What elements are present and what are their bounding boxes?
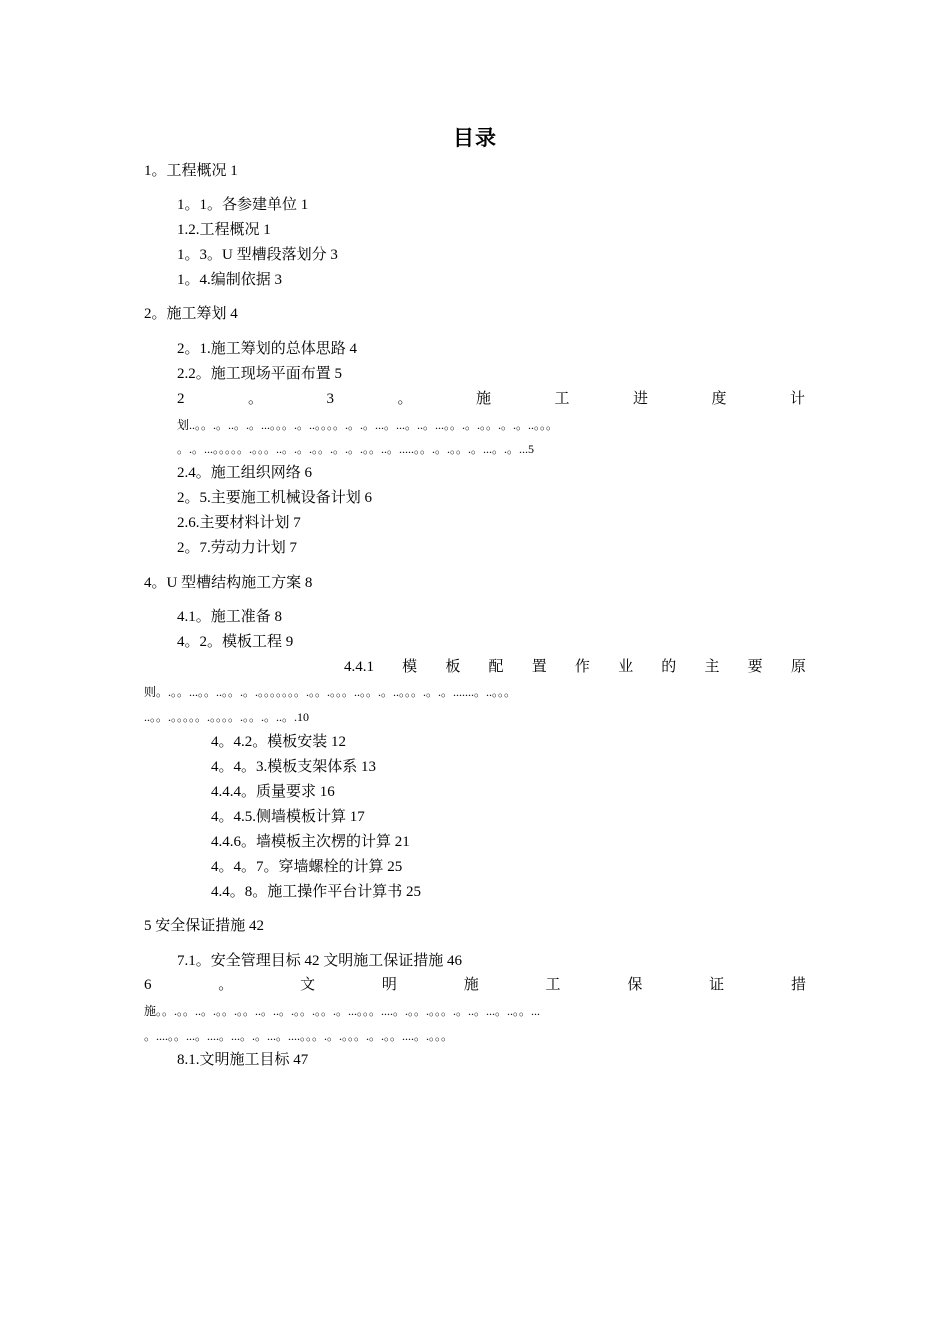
toc-entry-4-4-8[interactable]: 4.4。8。施工操作平台计算书 25	[211, 884, 422, 900]
toc-entry-4-4-3[interactable]: 4。4。3.模板支架体系 13	[211, 759, 377, 775]
toc-entry-2[interactable]: 2。施工筹划 4	[144, 306, 238, 322]
toc-word: 板	[445, 659, 461, 675]
toc-word: 施	[475, 391, 491, 407]
toc-word: 2	[177, 391, 185, 407]
page-title: 目录	[453, 126, 497, 150]
toc-entry-2-1[interactable]: 2。1.施工筹划的总体思路 4	[177, 341, 358, 357]
toc-entry-2-4[interactable]: 2.4。施工组织网络 6	[177, 465, 313, 481]
toc-entry-2-5[interactable]: 2。5.主要施工机械设备计划 6	[177, 490, 373, 506]
toc-word: 工	[545, 977, 561, 993]
toc-word: 。	[397, 391, 413, 407]
toc-word: 文	[300, 977, 316, 993]
toc-word: 作	[574, 659, 590, 675]
toc-entry-4[interactable]: 4。U 型槽结构施工方案 8	[144, 575, 313, 591]
toc-word: 施	[463, 977, 479, 993]
toc-entry-4-4-5[interactable]: 4。4.5.侧墙模板计算 17	[211, 809, 365, 825]
toc-entry-4-2[interactable]: 4。2。模板工程 9	[177, 634, 294, 650]
toc-word: 计	[789, 391, 805, 407]
toc-word: 模	[402, 659, 418, 675]
toc-entry-4-4-1[interactable]	[344, 658, 806, 676]
toc-dot-leader: 。.。...。。。。。.。。。..。.。.。。.。.。.。。..。.....。。.。.。。.。...。.。...5	[177, 442, 535, 456]
toc-dot-leader: 则。.。。...。。..。。.。.。。。。。。。.。。.。。。..。。.。..。。。.。.。.......。..。。。	[144, 685, 517, 699]
toc-word: 。	[247, 391, 263, 407]
toc-word: 主	[704, 659, 720, 675]
toc-word: 要	[747, 659, 763, 675]
toc-entry-4-4-4[interactable]: 4.4.4。质量要求 16	[211, 784, 335, 800]
toc-word: 明	[381, 977, 397, 993]
toc-word: 进	[632, 391, 648, 407]
toc-word: 工	[554, 391, 570, 407]
toc-word: 原	[790, 659, 806, 675]
toc-entry-2-6[interactable]: 2.6.主要材料计划 7	[177, 515, 301, 531]
toc-entry-1[interactable]: 1。工程概况 1	[144, 163, 238, 179]
toc-entry-7-1[interactable]: 7.1。安全管理目标 42 文明施工保证措施 46	[177, 953, 463, 969]
toc-word: 3	[326, 391, 334, 407]
toc-entry-4-4-2[interactable]: 4。4.2。模板安装 12	[211, 734, 347, 750]
toc-entry-1-3[interactable]: 1。3。U 型槽段落划分 3	[177, 247, 338, 263]
toc-entry-4-4-6[interactable]: 4.4.6。墙模板主次楞的计算 21	[211, 834, 410, 850]
toc-word: 6	[144, 977, 152, 993]
toc-dot-leader: 划..。。.。..。.。...。。。.。..。。。。.。.。...。...。..。...。。.。.。。.。.。..。。。	[177, 418, 559, 432]
toc-entry-4-4-7[interactable]: 4。4。7。穿墙螺栓的计算 25	[211, 859, 403, 875]
toc-entry-2-3[interactable]	[177, 390, 805, 408]
toc-entry-1-1[interactable]: 1。1。各参建单位 1	[177, 197, 309, 213]
toc-word: 的	[661, 659, 677, 675]
toc-word: 配	[488, 659, 504, 675]
toc-word: 业	[618, 659, 634, 675]
toc-entry-2-7[interactable]: 2。7.劳动力计划 7	[177, 540, 298, 556]
toc-entry-8-1[interactable]: 8.1.文明施工目标 47	[177, 1052, 309, 1068]
toc-dot-leader: 。....。。...。....。...。.。...。....。。。.。.。。。.。.。。....。.。。。	[144, 1029, 454, 1043]
toc-dot-leader: 施。。.。。..。.。。.。。..。..。.。。.。。.。...。。。....。.。。.。。。.。..。...。..。。...	[144, 1004, 541, 1018]
toc-word: 4.4.1	[344, 659, 374, 675]
toc-entry-6[interactable]	[144, 976, 806, 994]
toc-entry-1-2[interactable]: 1.2.工程概况 1	[177, 222, 271, 238]
toc-word: 。	[218, 977, 234, 993]
toc-word: 措	[790, 977, 806, 993]
toc-entry-1-4[interactable]: 1。4.编制依据 3	[177, 272, 283, 288]
toc-word: 置	[531, 659, 547, 675]
toc-word: 度	[711, 391, 727, 407]
toc-word: 证	[709, 977, 725, 993]
toc-entry-5[interactable]: 5 安全保证措施 42	[144, 918, 265, 934]
toc-word: 保	[627, 977, 643, 993]
toc-dot-leader: ..。。.。。。。。.。。。。.。。.。..。.10	[144, 710, 310, 724]
toc-entry-2-2[interactable]: 2.2。施工现场平面布置 5	[177, 366, 343, 382]
toc-entry-4-1[interactable]: 4.1。施工准备 8	[177, 609, 283, 625]
